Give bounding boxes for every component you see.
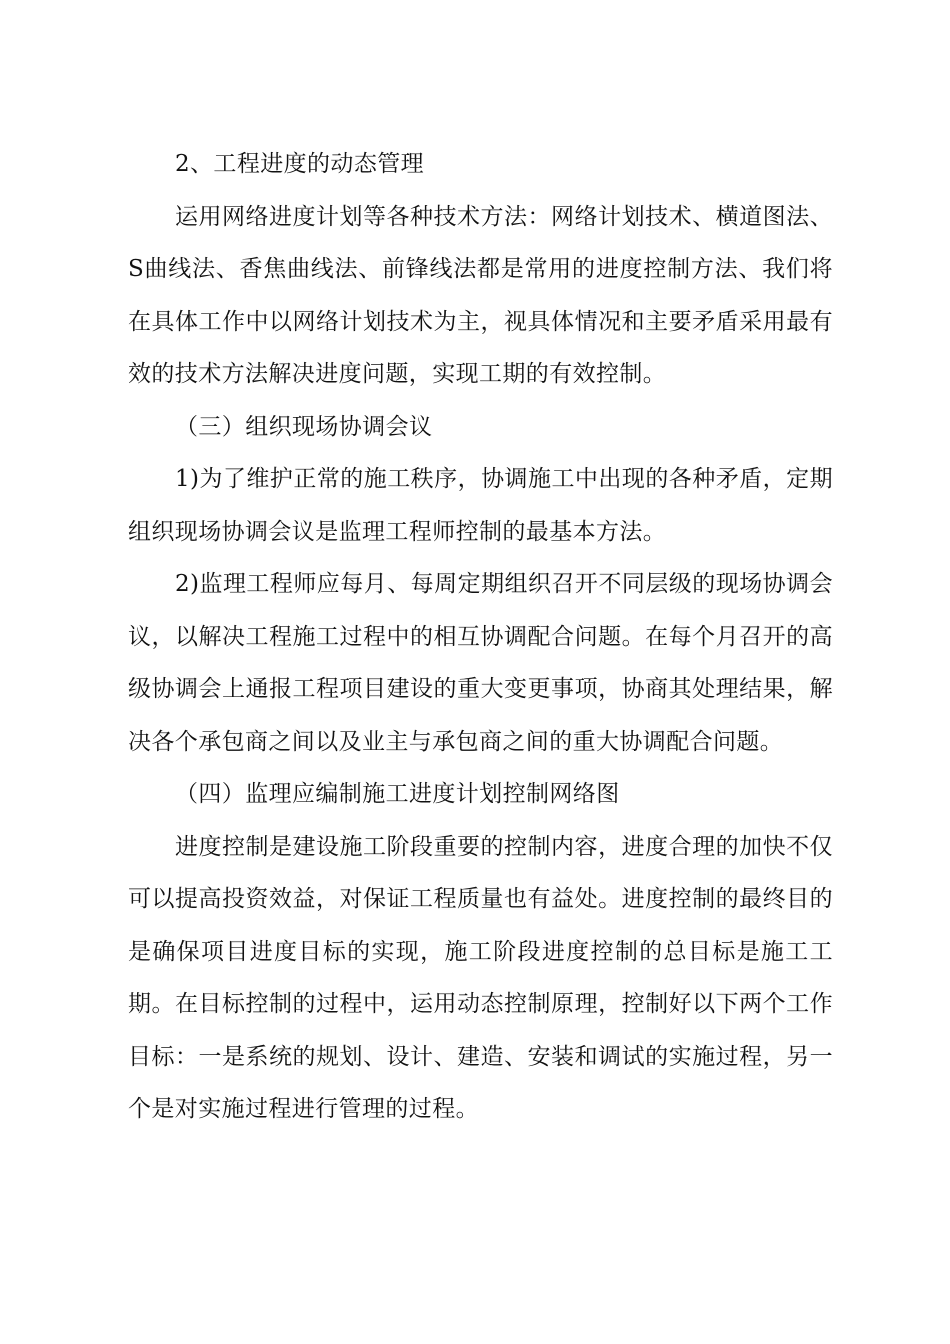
paragraph-coordination-1: 1)为了维护正常的施工秩序，协调施工中出现的各种矛盾，定期组织现场协调会议是监理工程师控制的最基本方法。: [128, 466, 833, 545]
paragraph-progress-control: 进度控制是建设施工阶段重要的控制内容，进度合理的加快不仅可以提高投资效益，对保证工程质量也有益处。进度控制的最终目的是确保项目进度目标的实现，施工阶段进度控制的总目标是施工工期。在目标控制的过程中，运用动态控制原理，控制好以下两个工作目标：一是系统的规划、设计、建造、安装和调试的实施过程，另一个是对实施过程进行管理的过程。: [128, 833, 833, 1122]
document-body: [128, 138, 833, 1136]
section-heading-dynamic-management: 2、工程进度的动态管理: [175, 151, 425, 177]
section-heading-coordination-meeting: （三）组织现场协调会议: [175, 413, 433, 440]
paragraph-methods: 运用网络进度计划等各种技术方法：网络计划技术、横道图法、S曲线法、香焦曲线法、前锋线法都是常用的进度控制方法、我们将在具体工作中以网络计划技术为主，视具体情况和主要矛盾采用最有效的技术方法解决进度问题，实现工期的有效控制。: [128, 203, 833, 387]
paragraph-coordination-2: 2)监理工程师应每月、每周定期组织召开不同层级的现场协调会议，以解决工程施工过程中的相互协调配合问题。在每个月召开的高级协调会上通报工程项目建设的重大变更事项，协商其处理结果，解决各个承包商之间以及业主与承包商之间的重大协调配合问题。: [128, 571, 833, 755]
section-heading-network-diagram: （四）监理应编制施工进度计划控制网络图: [175, 781, 620, 807]
